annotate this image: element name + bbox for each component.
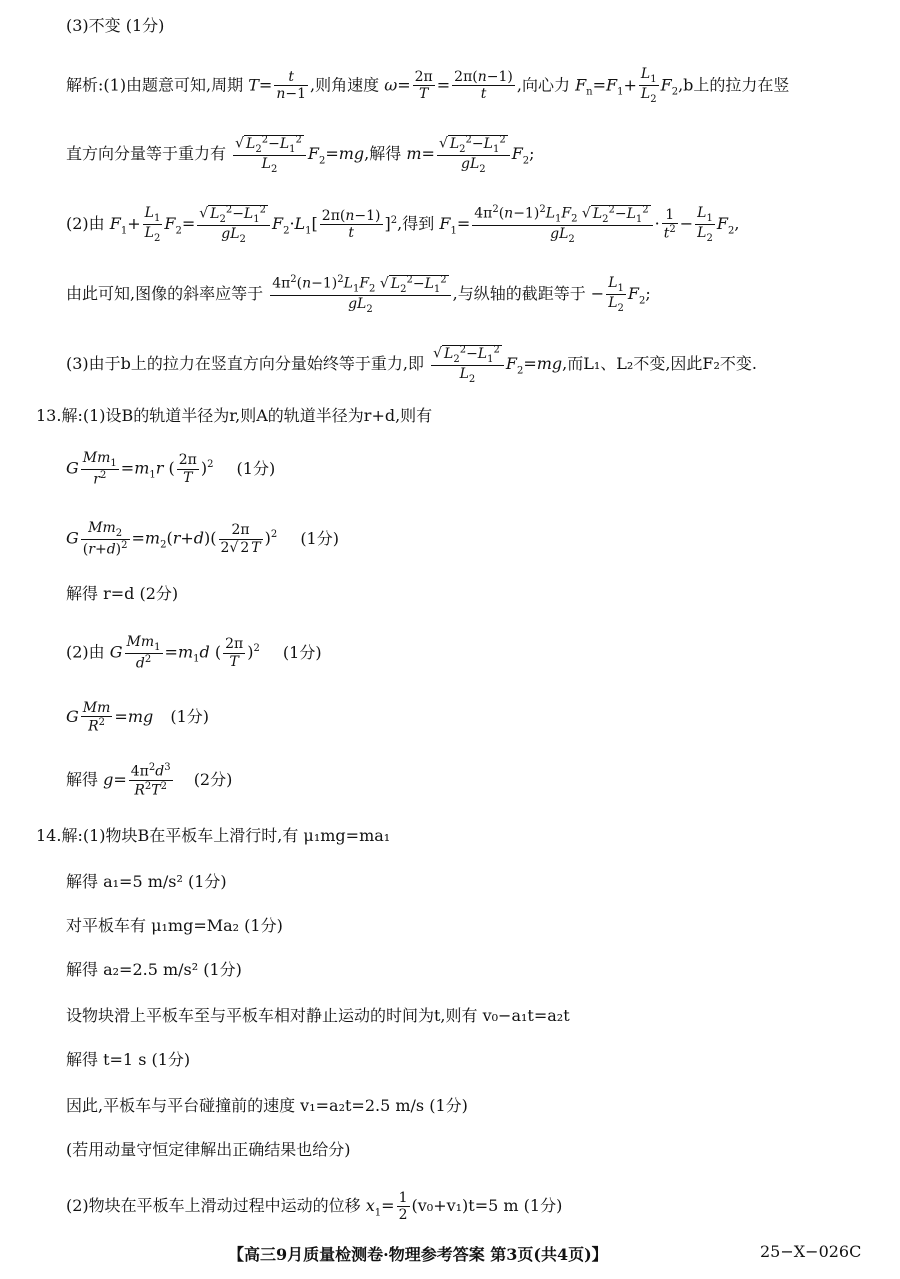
doc-code: 25−X−026C xyxy=(760,1242,862,1261)
q14-time-eq: 设物块滑上平板车至与平板车相对静止运动的时间为t,则有 v₀−a₁t=a₂t xyxy=(66,1006,570,1025)
page-footer: 【高三9月质量检测卷·物理参考答案 第3页(共4页)】 xyxy=(228,1245,608,1264)
q13-title: 13.解:(1)设B的轨道半径为r,则A的轨道半径为r+d,则有 xyxy=(36,406,433,425)
analysis-line-2: 直方向分量等于重力有 $\frac{√ L_2^2-L_1^2}{L_2}$ $F_2=mg$,解得 m= $\frac{√ L_2^2-L_1^2}{gL_2}$ $F_2$; xyxy=(66,134,535,175)
analysis-line-4: 由此可知,图像的斜率应等于 $\frac{4\pi^2(n-1)^2L_1F_2 √ L_2^2-L_1^2}{gL_2}$ ,与纵轴的截距等于 − $\frac{L_1}{L_2}$ $F_2$; xyxy=(66,274,651,315)
q13-eq3: (2)由 G $\frac{Mm_1}{d^2}$ $=m_1d$ ( $\frac{2\pi}{T}$ )$^2$ (1分) xyxy=(66,634,322,672)
analysis-line-1: 解析:(1)由题意可知,周期 T= $\frac{t}{n-1}$ ,则角速度 ω= $\frac{2\pi}{T}$ = $\frac{2\pi(n-1)}{t}$ ,向心力 $F_n=F_1+$ $\frac{L_1}{L_2}$ $F_2,b$上的拉力在竖 xyxy=(66,66,790,106)
q13-result-r: 解得 r=d (2分) xyxy=(66,584,179,603)
q14-note: (若用动量守恒定律解出正确结果也给分) xyxy=(66,1140,351,1159)
q14-a1: 解得 a₁=5 m/s² (1分) xyxy=(66,872,227,891)
q13-result-g: 解得 g= $\frac{4\pi^2d^3}{R^2T^2}$ (2分) xyxy=(66,762,233,799)
item-3-result: (3)不变 (1分) xyxy=(66,16,165,35)
analysis-line-3: (2)由 $F_1+$ $\frac{L_1}{L_2}$ $F_2=$ $\frac{√ L_2^2-L_1^2}{gL_2}$ $F_2\cdot L_1$[ $\frac{2\pi(n-1)}{t}$ ]$^2$,得到 $F_1=$ $\frac{4\pi^2(n-1)^2L_1F_2 √ L_2^2-L_1^2}{gL_2}$ · $\frac{1}{t^2}$ − $\frac{L_1}{L_2}$ $F_2$, xyxy=(66,204,740,245)
q14-x1: (2)物块在平板车上滑动过程中运动的位移 $x_1=$ $\frac{1}{2}$ (v₀+v₁)t=5 m (1分) xyxy=(66,1190,563,1224)
q13-eq1: G $\frac{Mm_1}{r^2}$ $=m_1r$ ( $\frac{2\pi}{T}$ )$^2$ (1分) xyxy=(66,450,276,488)
q14-title: 14.解:(1)物块B在平板车上滑行时,有 μ₁mg=ma₁ xyxy=(36,826,391,845)
q14-cart-eq: 对平板车有 μ₁mg=Ma₂ (1分) xyxy=(66,916,283,935)
q14-t: 解得 t=1 s (1分) xyxy=(66,1050,191,1069)
q13-eq2: G $\frac{Mm_2}{(r+d)^2}$ $=m_2(r+d)$( $\frac{2\pi}{2√ 2 T}$ )$^2$ (1分) xyxy=(66,520,339,558)
analysis-line-5: (3)由于b上的拉力在竖直方向分量始终等于重力,即 $\frac{√ L_2^2-L_1^2}{L_2}$ $F_2=mg$,而L₁、L₂不变,因此F₂不变. xyxy=(66,344,758,385)
q13-eq4: G $\frac{Mm}{R^2}$ =mg (1分) xyxy=(66,700,209,735)
q14-v1: 因此,平板车与平台碰撞前的速度 v₁=a₂t=2.5 m/s (1分) xyxy=(66,1096,468,1115)
q14-a2: 解得 a₂=2.5 m/s² (1分) xyxy=(66,960,242,979)
